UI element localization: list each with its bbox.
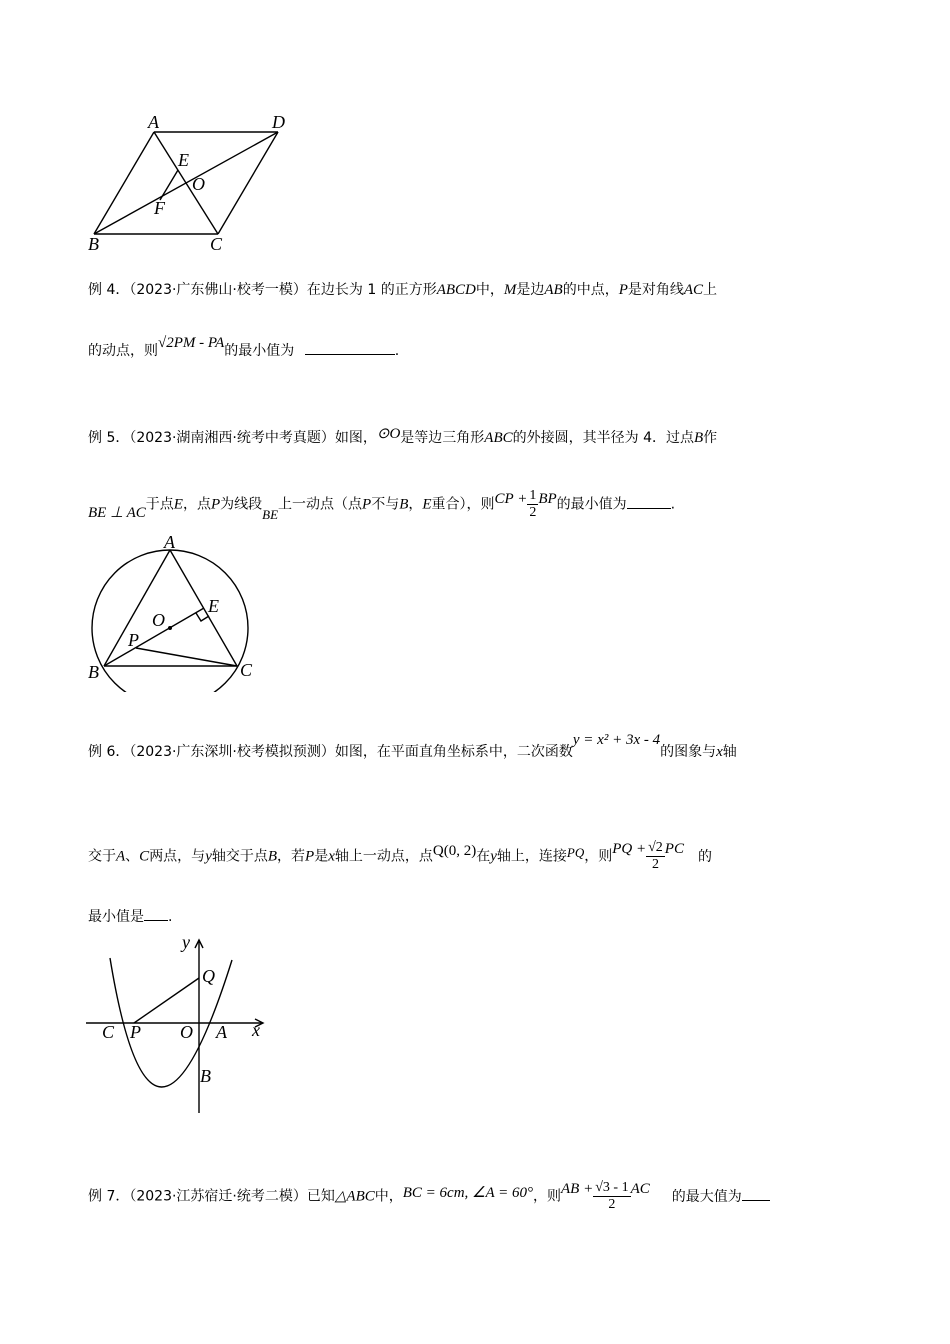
label-B: B <box>200 1066 211 1086</box>
label-O: O <box>192 174 205 194</box>
ex5-answer-blank[interactable] <box>627 494 671 509</box>
label-x: x <box>252 1020 260 1040</box>
ex6-answer-blank[interactable] <box>144 906 168 921</box>
ex7-fraction: $\frac{√3 - 1}{2}$ <box>595 1180 629 1212</box>
segment-PC <box>136 648 237 666</box>
ex5-line1: 例 5．（2023·湖南湘西·统考中考真题）如图，⊙O是等边三角形ABC的外接圆，其半径为 4．过点B作 <box>88 426 718 446</box>
segment-EF <box>160 170 178 200</box>
ex6-line3: 最小值是 . <box>88 906 172 927</box>
ex4-line1: 例 4．（2023·广东佛山·校考一模）在边长为 1 的正方形ABCD中，M是边AB的中点，P是对角线AC上 <box>88 282 718 298</box>
label-E: E <box>178 150 189 170</box>
ex5-fraction: $\frac{1}{2}$ <box>529 488 537 520</box>
label-A: A <box>164 532 175 552</box>
ex4-line2: 的动点，则√2PM - PA的最小值为 . <box>88 335 400 359</box>
label-C: C <box>210 234 223 254</box>
label-B: B <box>88 662 99 682</box>
center-dot <box>168 626 172 630</box>
label-E: E <box>208 596 219 616</box>
label-C: C <box>240 660 253 680</box>
ex6-line2: 交于A、C两点，与y轴交于点B，若P是x轴上一动点，点Q(0, 2)在y轴上，连接PQ，则PQ + $\frac{√2}{2}$ PC 的 <box>88 840 712 872</box>
ex4-head: 例 4．（2023·广东佛山·校考一模）在边长为 1 的正方形 <box>88 282 437 298</box>
label-C: C <box>102 1022 115 1042</box>
parabola-figure <box>82 930 282 1120</box>
label-D: D <box>272 112 285 132</box>
circumcircle <box>92 550 248 692</box>
ex4-answer-blank[interactable] <box>305 340 395 355</box>
ex7-condition: BC = 6cm, ∠A = 60° <box>402 1184 534 1201</box>
ex7-answer-blank[interactable] <box>742 1186 770 1201</box>
circle-figure <box>80 532 270 692</box>
label-O: O <box>180 1022 193 1042</box>
segment-PQ <box>134 978 199 1023</box>
label-F: F <box>154 198 165 218</box>
ex6-line1: 例 6．（2023·广东深圳·校考模拟预测）如图，在平面直角坐标系中，二次函数y = x² + 3x - 4的图象与x轴 <box>88 732 737 760</box>
label-O: O <box>152 610 165 630</box>
ex4-M: M <box>503 282 517 298</box>
label-A: A <box>148 112 159 132</box>
label-A: A <box>216 1022 227 1042</box>
parallelogram-figure <box>80 108 310 258</box>
label-P: P <box>130 1022 141 1042</box>
ex6-point-Q: Q(0, 2) <box>432 842 477 859</box>
ex4-square: ABCD <box>436 282 476 298</box>
label-B: B <box>88 234 99 254</box>
ex6-fraction: $\frac{√2}{2}$ <box>648 840 663 872</box>
side-DC <box>218 132 278 234</box>
side-AB <box>94 132 154 234</box>
label-P: P <box>128 630 139 650</box>
diagonal-AC <box>154 132 218 234</box>
ex4-expression: √2PM - PA <box>158 335 225 351</box>
ex5-line2: BE ⊥ AC于点E，点P为线段BE上一动点（点P不与B，E重合），则CP + $\frac{1}{2}$ BP的最小值为 . <box>88 488 676 522</box>
ex6-function: y = x² + 3x - 4 <box>572 732 661 748</box>
label-y: y <box>182 932 190 952</box>
label-Q: Q <box>202 966 215 986</box>
ex7-line1: 例 7．（2023·江苏宿迁·统考二模）已知△ABC中，BC = 6cm, ∠A = 60°，则AB + $\frac{√3 - 1}{2}$ AC 的最大值为 <box>88 1180 770 1213</box>
